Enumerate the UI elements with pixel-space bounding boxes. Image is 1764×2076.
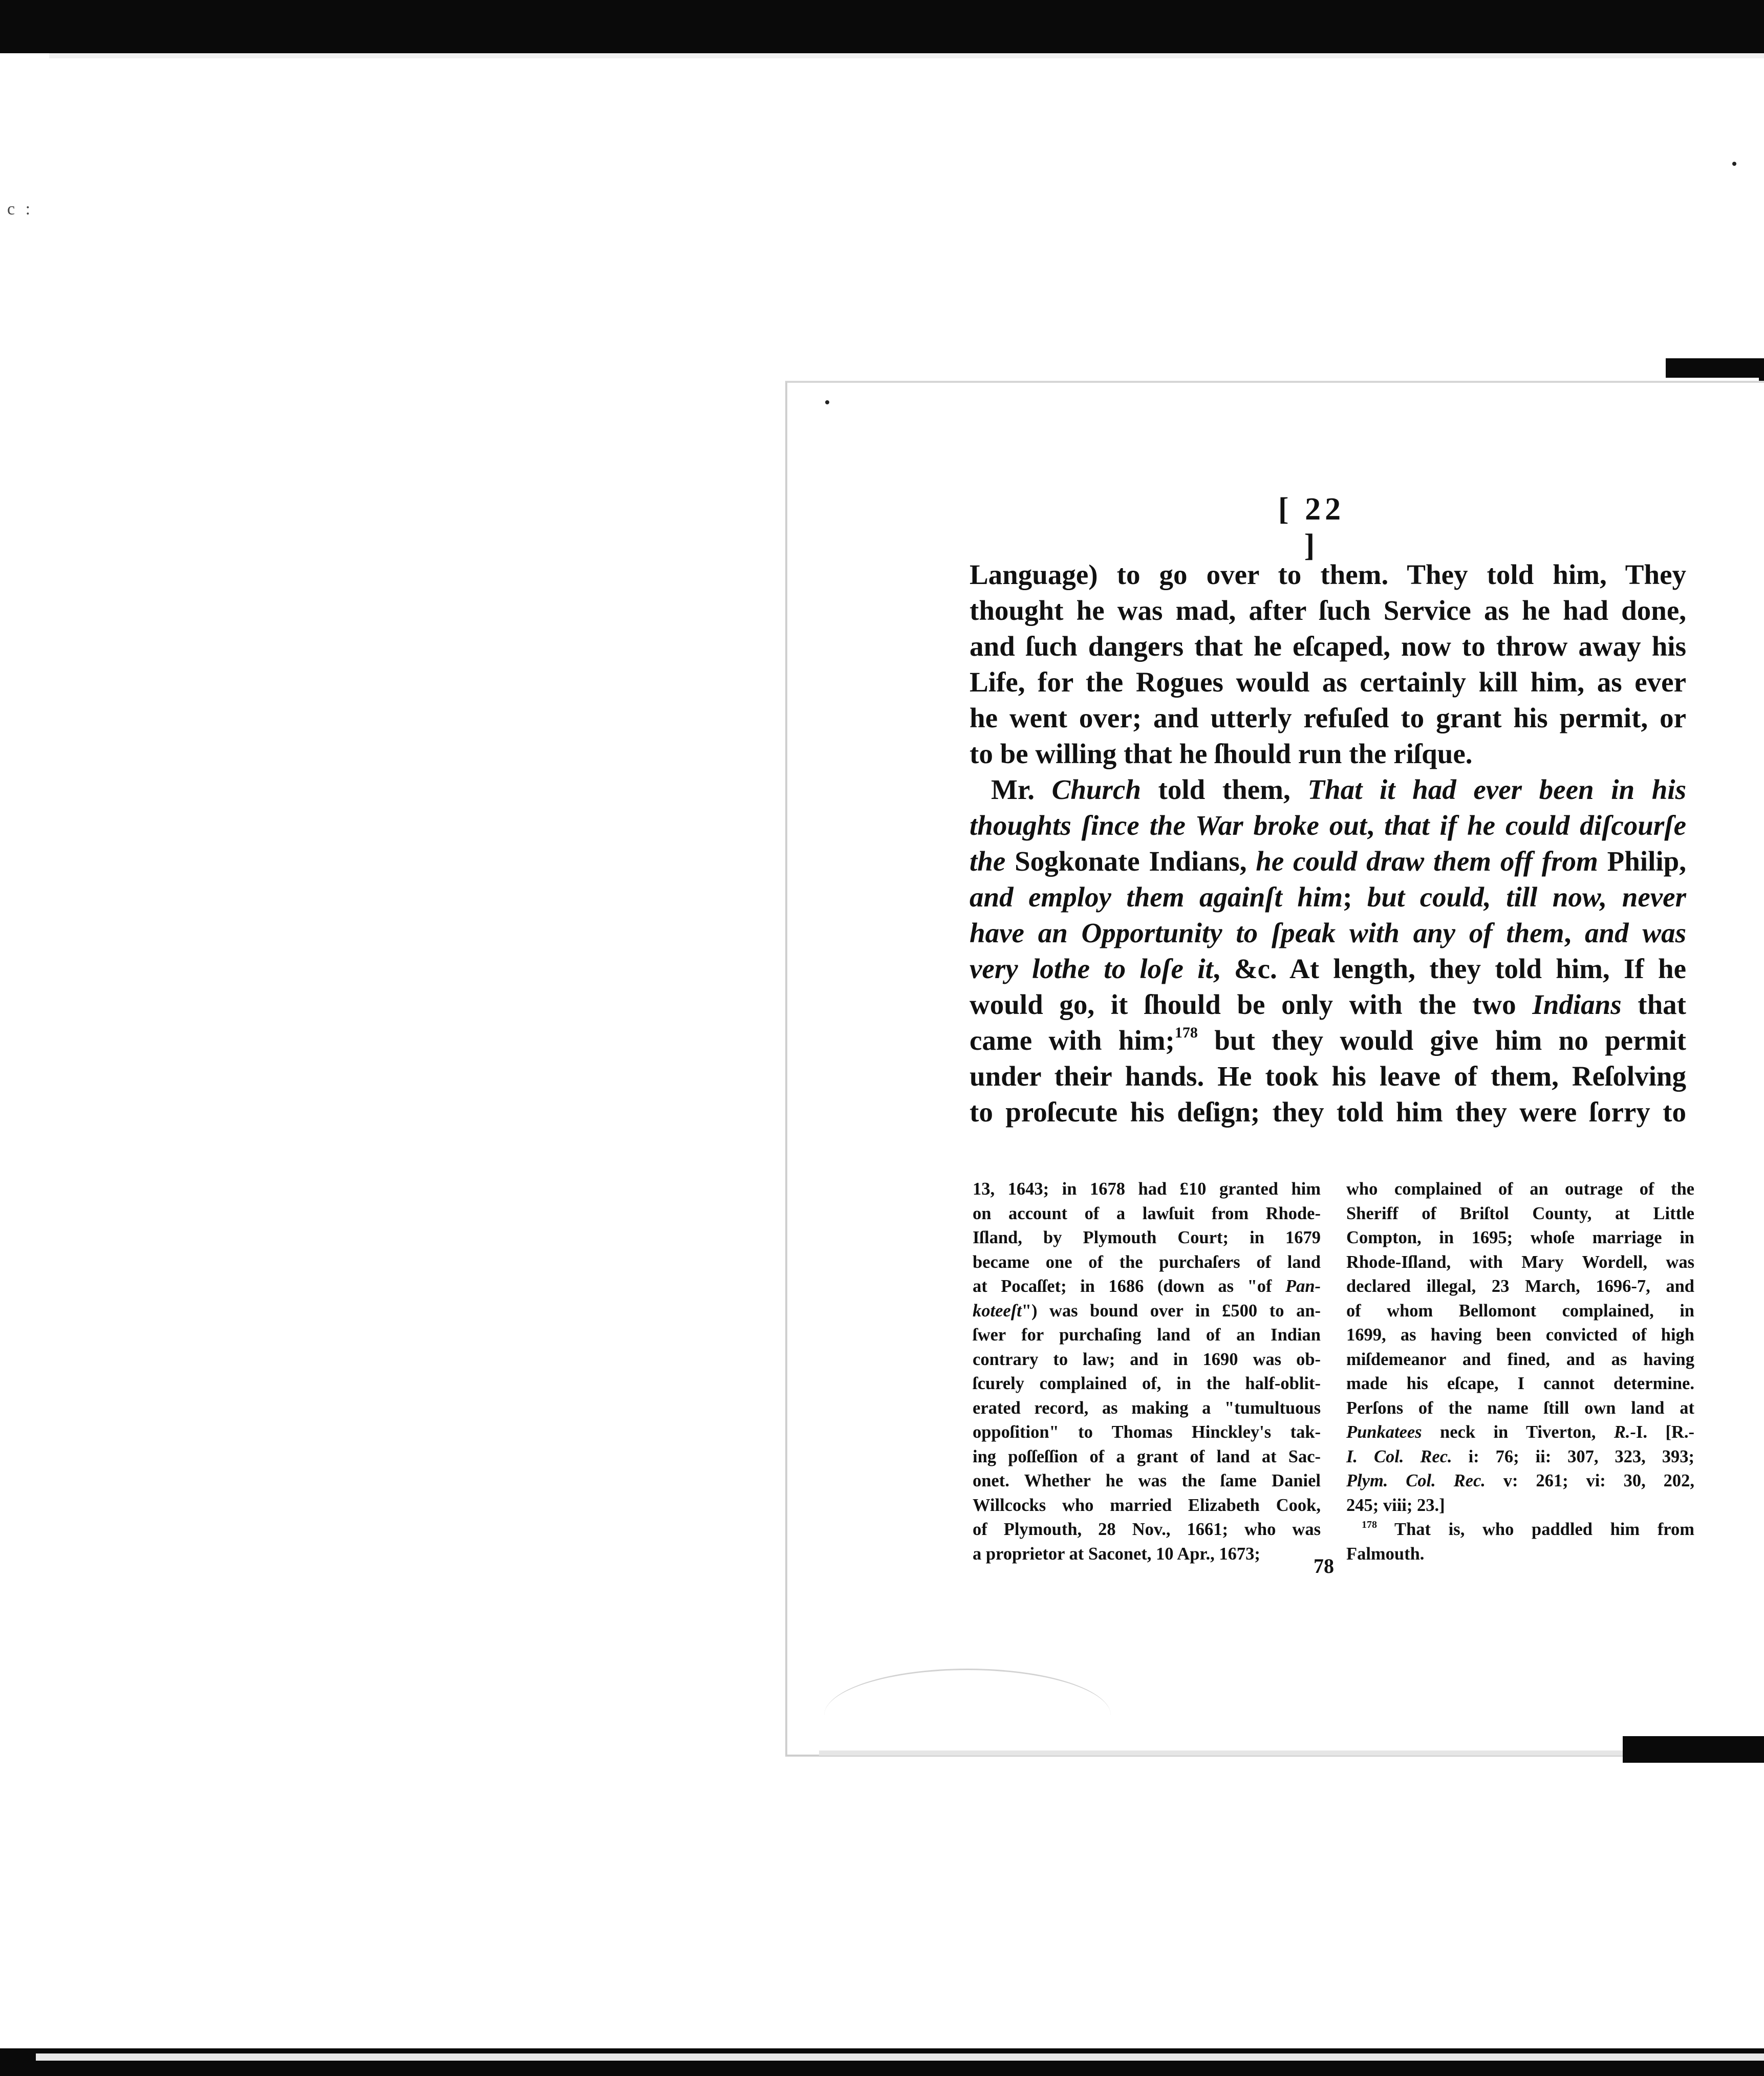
footnote-line: Plym. Col. Rec. v: 261; vi: 30, 202, bbox=[1346, 1471, 1694, 1490]
footnote-line: Falmouth. bbox=[1346, 1544, 1425, 1564]
footnote-line: Rhode-Iſland, with Mary Wordell, was bbox=[1346, 1252, 1694, 1272]
text-line: and employ them againſt him; but could, till now, never bbox=[970, 881, 1686, 913]
footnote-line: 1699, as having been convicted of high bbox=[1346, 1325, 1694, 1345]
footnote-line: Willcocks who married Elizabeth Cook, bbox=[973, 1495, 1321, 1515]
scan-bottom-edge bbox=[36, 2053, 1764, 2061]
footnote-line: koteeſt") was bound over in £500 to an- bbox=[973, 1301, 1321, 1321]
text-line: and ſuch dangers that he eſcaped, now to throw away his bbox=[970, 631, 1686, 662]
text-line: Life, for the Rogues would as certainly kill him, as ever bbox=[970, 666, 1686, 698]
footnote-line: 245; viii; 23.] bbox=[1346, 1495, 1445, 1515]
footnote-line: oppoſition" to Thomas Hinckley's tak- bbox=[973, 1422, 1321, 1442]
text-line: have an Opportunity to ſpeak with any of them, and was bbox=[970, 917, 1686, 948]
scan-top-edge bbox=[49, 53, 1764, 58]
footnote-line: Sheriff of Briſtol County, at Little bbox=[1346, 1203, 1694, 1223]
footnote-line: erated record, as making a "tumultuous bbox=[973, 1398, 1321, 1418]
scan-speck bbox=[825, 400, 829, 404]
footnote-line: of Plymouth, 28 Nov., 1661; who was bbox=[973, 1520, 1321, 1539]
footnote-line: $^{178}$ That is, who paddled him from bbox=[1362, 1519, 1694, 1539]
footnote-line: onet. Whether he was the ſame Daniel bbox=[973, 1471, 1321, 1490]
scan-corner-shadow bbox=[1623, 1736, 1764, 1763]
footnote-line: 13, 1643; in 1678 had £10 granted him bbox=[973, 1179, 1321, 1199]
footnote-line: became one of the purchaſers of land bbox=[973, 1252, 1321, 1272]
footnote-column-right bbox=[1346, 1177, 1694, 1566]
footnote-line: ing poſſeſſion of a grant of land at Sac- bbox=[973, 1446, 1321, 1466]
scan-corner-shadow bbox=[1666, 358, 1764, 378]
pencil-mark bbox=[824, 1669, 1111, 1762]
footnote-line: Compton, in 1695; whoſe marriage in bbox=[1346, 1228, 1694, 1247]
scan-speck bbox=[1732, 162, 1736, 166]
text-line: thoughts ſince the War broke out, that if he could diſcourſe bbox=[970, 810, 1687, 841]
footnote-line: on account of a lawſuit from Rhode- bbox=[973, 1203, 1321, 1223]
footnote-line: of whom Bellomont complained, in bbox=[1346, 1301, 1694, 1321]
text-line: Mr. Church told them, That it had ever been in his bbox=[991, 774, 1686, 805]
text-line: Language) to go over to them. They told him, They bbox=[970, 559, 1686, 590]
page-number: [ 22 ] bbox=[1278, 492, 1345, 563]
footnote-line: Punkatees neck in Tiverton, R.-I. [R.- bbox=[1346, 1422, 1694, 1442]
footnote-line: at Pocaſſet; in 1686 (down as "of Pan- bbox=[973, 1277, 1321, 1296]
text-line: he went over; and utterly refuſed to grant his permit, or bbox=[970, 702, 1686, 733]
footnote-line: I. Col. Rec. i: 76; ii: 307, 323, 393; bbox=[1346, 1446, 1694, 1466]
footnote-line: declared illegal, 23 March, 1696-7, and bbox=[1346, 1277, 1694, 1296]
text-line: to be willing that he ſhould run the riſque. bbox=[970, 738, 1473, 769]
footnote-line: who complained of an outrage of the bbox=[1346, 1179, 1694, 1199]
footnote-line: made his eſcape, I cannot determine. bbox=[1346, 1374, 1694, 1393]
text-line: came with him;$^{178}$ but they would give him no permit bbox=[970, 1024, 1686, 1056]
footnote-line: miſdemeanor and fined, and as having bbox=[1346, 1349, 1694, 1369]
scan-edge-marks: c : bbox=[7, 200, 34, 219]
footnote-line: ſcurely complained of, in the half-oblit- bbox=[973, 1374, 1321, 1393]
footnote-line: a proprietor at Saconet, 10 Apr., 1673; bbox=[973, 1544, 1260, 1564]
footnote-line: contrary to law; and in 1690 was ob- bbox=[973, 1349, 1321, 1369]
text-line: under their hands. He took his leave of them, Reſolving bbox=[970, 1061, 1686, 1092]
footnote-line: Iſland, by Plymouth Court; in 1679 bbox=[973, 1228, 1321, 1247]
signature-mark: 78 bbox=[1314, 1554, 1334, 1577]
scan-top-border bbox=[0, 0, 1764, 53]
body-text bbox=[970, 557, 1686, 1130]
footnote-column-left bbox=[973, 1177, 1321, 1566]
scan-bottom-border bbox=[0, 2048, 1764, 2076]
footnote-line: Perſons of the name ſtill own land at bbox=[1346, 1398, 1694, 1418]
text-line: very lothe to loſe it, &c. At length, they told him, If he bbox=[970, 953, 1686, 984]
footnote-line: ſwer for purchaſing land of an Indian bbox=[973, 1325, 1321, 1345]
text-line: thought he was mad, after ſuch Service as he had done, bbox=[970, 595, 1686, 626]
text-line: to proſecute his deſign; they told him they were ſorry to bbox=[970, 1096, 1686, 1128]
text-line: the Sogkonate Indians, he could draw them off from Philip, bbox=[970, 846, 1686, 877]
text-line: would go, it ſhould be only with the two Indians that bbox=[970, 989, 1686, 1020]
